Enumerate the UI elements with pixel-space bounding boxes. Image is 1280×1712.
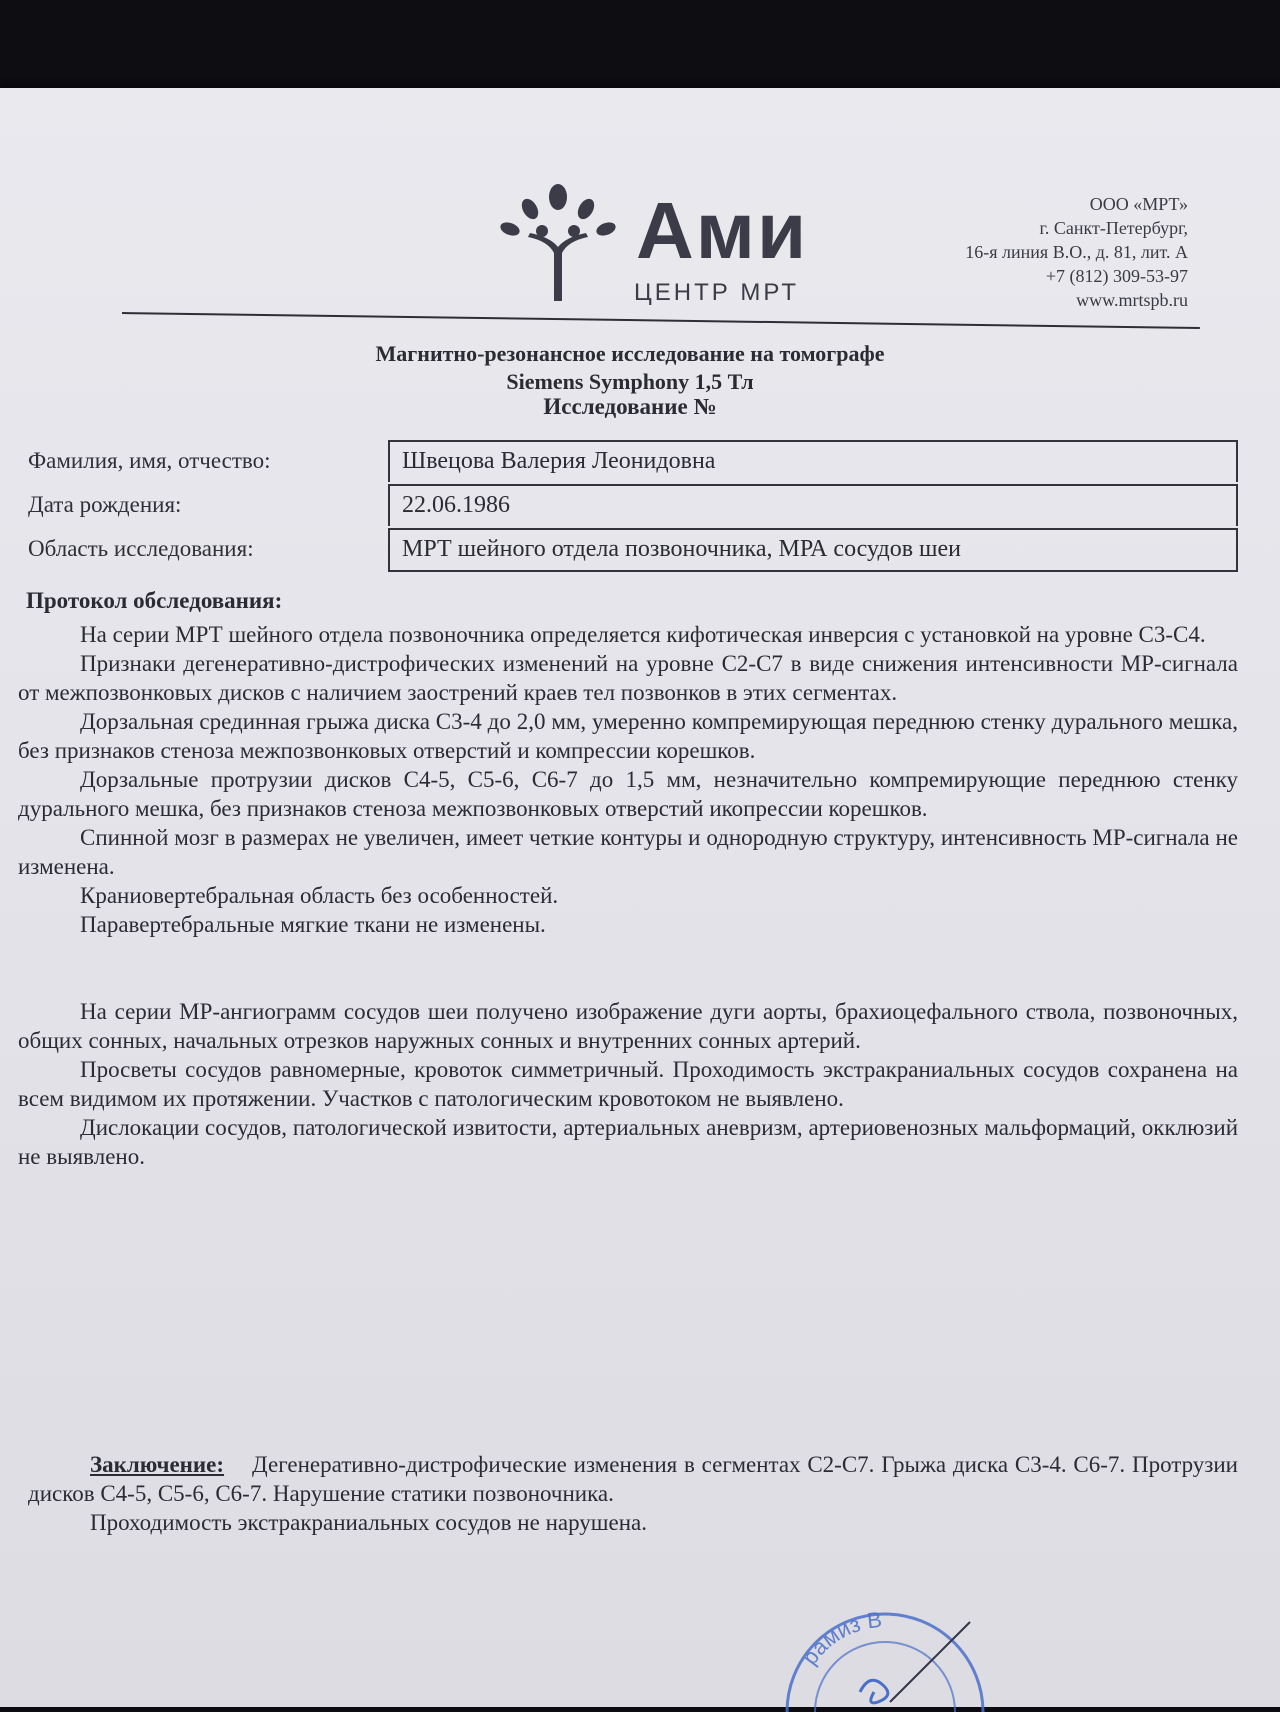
birth-date-label: Дата рождения: — [28, 492, 182, 517]
paragraph: Спинной мозг в размерах не увеличен, имеет четкие контуры и однородную структуру, интенсивность МР-сигнала не изменена. — [18, 825, 1238, 879]
company-website: www.mrtspb.ru — [1076, 290, 1188, 310]
conclusion-label: Заключение: — [90, 1452, 225, 1477]
paragraph: На серии МРТ шейного отдела позвоночника определяется кифотическая инверсия с установкой на уровне С3-С4. — [80, 622, 1206, 647]
paragraph: Паравертебральные мягкие ткани не изменены. — [80, 912, 546, 937]
signature-mark — [890, 1622, 970, 1702]
stamp-text: рамиз В — [796, 1606, 884, 1670]
company-address: 16-я линия В.О., д. 81, лит. А — [965, 242, 1188, 262]
protocol-body — [18, 620, 1238, 1171]
paragraph: Дислокации сосудов, патологической извитости, артериальных аневризм, артериовенозных мальформаций, окклюзий не выявлено. — [18, 1115, 1238, 1169]
paragraph: Краниовертебральная область без особенностей. — [80, 883, 559, 908]
study-number: Исследование № — [543, 394, 717, 419]
paragraph: Дорзальные протрузии дисков С4-5, С5-6, С6-7 до 1,5 мм, незначительно компремирующие переднюю стенку дурального мешка, без признаков стеноза межпозвонковых отверстий икопрессии корешков. — [18, 767, 1238, 821]
document-title — [200, 340, 1060, 396]
company-city: г. Санкт-Петербург, — [1039, 218, 1188, 238]
document-page — [0, 88, 1280, 1707]
title-line-1: Магнитно-резонансное исследование на томографе — [375, 341, 885, 366]
company-name: ООО «МРТ» — [1089, 194, 1188, 214]
birth-date-row — [28, 484, 1240, 528]
company-info — [965, 192, 1188, 312]
conclusion-text: Дегенеративно-дистрофические изменения в сегментах С2-С7. Грыжа диска С3-4. С6-7. Протрузии дисков С4-5, С5-6, С6-7. Нарушение статики позвоночника. — [28, 1452, 1238, 1506]
logo-name: Ами — [636, 186, 809, 275]
study-area-label: Область исследования: — [28, 536, 254, 561]
study-area-value: МРТ шейного отдела позвоночника, МРА сосудов шеи — [388, 528, 1238, 572]
title-line-2: Siemens Symphony 1,5 Тл — [506, 369, 754, 394]
doctor-stamp — [770, 1602, 1010, 1712]
conclusion-paragraph — [28, 1450, 1238, 1508]
birth-date-value: 22.06.1986 — [388, 484, 1238, 526]
paragraph: Просветы сосудов равномерные, кровоток симметричный. Проходимость экстракраниальных сосудов сохранена на всем видимом их протяжении. Участков с патологическим кровотоком не выявлено. — [18, 1057, 1238, 1111]
protocol-title: Протокол обследования: — [26, 588, 283, 613]
conclusion — [28, 1450, 1238, 1537]
company-phone: +7 (812) 309-53-97 — [1045, 266, 1188, 286]
header-divider — [122, 312, 1200, 329]
patient-info — [28, 440, 1240, 572]
tree-logo-icon — [488, 183, 628, 303]
paragraph: На серии МР-ангиограмм сосудов шеи получено изображение дуги аорты, брахиоцефального ствола, позвоночных, общих сонных, начальных отрезков наружных сонных и внутренних сонных артерий. — [18, 999, 1238, 1053]
svg-text:рамиз В — [797, 1607, 883, 1669]
study-area-row — [28, 528, 1240, 572]
patient-name-value: Швецова Валерия Леонидовна — [388, 440, 1238, 482]
paragraph: Признаки дегенеративно-дистрофических изменений на уровне С2-С7 в виде снижения интенсивности МР-сигнала от межпозвонковых дисков с наличием заострений краев тел позвонков в этих сегментах. — [18, 651, 1238, 705]
conclusion-paragraph-2: Проходимость экстракраниальных сосудов не нарушена. — [90, 1510, 647, 1535]
clinic-logo — [488, 183, 818, 306]
patient-name-row — [28, 440, 1240, 484]
paragraph: Дорзальная срединная грыжа диска С3-4 до 2,0 мм, умеренно компремирующая переднюю стенку дурального мешка, без признаков стеноза межпозвонковых отверстий и компрессии корешков. — [18, 709, 1238, 763]
logo-subtitle: ЦЕНТР МРТ — [634, 279, 800, 306]
patient-name-label: Фамилия, имя, отчество: — [28, 448, 271, 473]
